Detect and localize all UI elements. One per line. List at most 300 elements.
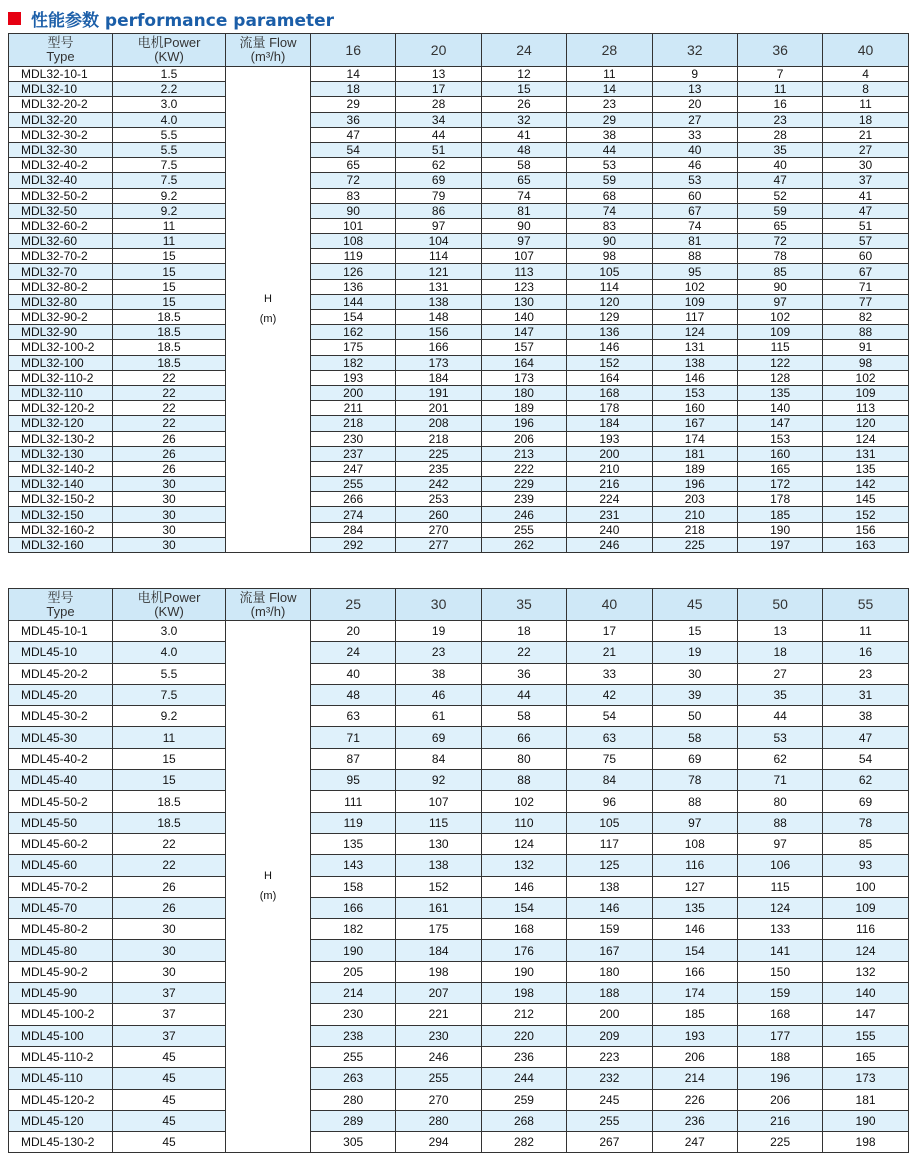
head-value-cell: 153 bbox=[652, 385, 737, 400]
head-value-cell: 68 bbox=[567, 188, 652, 203]
head-value-cell: 246 bbox=[396, 1046, 481, 1067]
header-flow-value: 40 bbox=[567, 589, 652, 621]
head-value-cell: 90 bbox=[737, 279, 822, 294]
table-row bbox=[9, 897, 909, 918]
head-value-cell: 15 bbox=[652, 621, 737, 642]
head-value-cell: 229 bbox=[481, 477, 566, 492]
head-value-cell: 231 bbox=[567, 507, 652, 522]
table-row bbox=[9, 97, 909, 112]
head-value-cell: 136 bbox=[311, 279, 396, 294]
head-value-cell: 226 bbox=[652, 1089, 737, 1110]
table-row bbox=[9, 431, 909, 446]
power-cell: 4.0 bbox=[113, 112, 226, 127]
head-value-cell: 150 bbox=[737, 961, 822, 982]
power-cell: 30 bbox=[113, 537, 226, 552]
head-label-cell bbox=[226, 621, 311, 1153]
header-row bbox=[9, 34, 909, 67]
head-value-cell: 20 bbox=[652, 97, 737, 112]
head-value-cell: 65 bbox=[311, 158, 396, 173]
head-value-cell: 153 bbox=[737, 431, 822, 446]
head-value-cell: 185 bbox=[737, 507, 822, 522]
head-value-cell: 131 bbox=[652, 340, 737, 355]
head-value-cell: 105 bbox=[567, 264, 652, 279]
head-value-cell: 209 bbox=[567, 1025, 652, 1046]
header-flow-line2: (m³/h) bbox=[250, 49, 286, 64]
head-value-cell: 172 bbox=[737, 477, 822, 492]
head-value-cell: 59 bbox=[567, 173, 652, 188]
head-value-cell: 266 bbox=[311, 492, 396, 507]
power-cell: 2.2 bbox=[113, 82, 226, 97]
type-cell: MDL45-10 bbox=[9, 642, 113, 663]
head-value-cell: 72 bbox=[311, 173, 396, 188]
head-value-cell: 77 bbox=[823, 294, 908, 309]
head-value-cell: 167 bbox=[567, 940, 652, 961]
head-value-cell: 114 bbox=[567, 279, 652, 294]
head-value-cell: 36 bbox=[481, 663, 566, 684]
type-cell: MDL45-50-2 bbox=[9, 791, 113, 812]
table-row bbox=[9, 791, 909, 812]
head-value-cell: 36 bbox=[311, 112, 396, 127]
head-value-cell: 19 bbox=[652, 642, 737, 663]
power-cell: 18.5 bbox=[113, 355, 226, 370]
head-value-cell: 147 bbox=[737, 416, 822, 431]
head-value-cell: 28 bbox=[396, 97, 481, 112]
head-value-cell: 54 bbox=[311, 142, 396, 157]
power-cell: 3.0 bbox=[113, 97, 226, 112]
header-flow-value: 28 bbox=[567, 34, 652, 67]
head-value-cell: 29 bbox=[311, 97, 396, 112]
head-value-cell: 44 bbox=[737, 706, 822, 727]
head-value-cell: 157 bbox=[481, 340, 566, 355]
head-value-cell: 138 bbox=[396, 294, 481, 309]
table-row bbox=[9, 325, 909, 340]
header-power bbox=[113, 589, 226, 621]
head-value-cell: 80 bbox=[737, 791, 822, 812]
head-value-cell: 135 bbox=[823, 461, 908, 476]
head-value-cell: 15 bbox=[481, 82, 566, 97]
head-value-cell: 33 bbox=[567, 663, 652, 684]
power-cell: 30 bbox=[113, 477, 226, 492]
head-value-cell: 11 bbox=[823, 97, 908, 112]
power-cell: 26 bbox=[113, 461, 226, 476]
table-row bbox=[9, 249, 909, 264]
power-cell: 1.5 bbox=[113, 67, 226, 82]
header-type-line2: Type bbox=[46, 49, 75, 64]
head-value-cell: 17 bbox=[567, 621, 652, 642]
table-row bbox=[9, 961, 909, 982]
head-value-cell: 119 bbox=[311, 249, 396, 264]
head-value-cell: 23 bbox=[737, 112, 822, 127]
head-value-cell: 181 bbox=[652, 446, 737, 461]
head-value-cell: 65 bbox=[481, 173, 566, 188]
header-flow-line1: 流量 Flow bbox=[239, 35, 297, 51]
head-value-cell: 48 bbox=[311, 684, 396, 705]
head-value-cell: 120 bbox=[823, 416, 908, 431]
head-value-cell: 292 bbox=[311, 537, 396, 552]
head-value-cell: 246 bbox=[481, 507, 566, 522]
type-cell: MDL32-30 bbox=[9, 142, 113, 157]
head-value-cell: 39 bbox=[652, 684, 737, 705]
head-value-cell: 260 bbox=[396, 507, 481, 522]
head-value-cell: 200 bbox=[567, 446, 652, 461]
head-value-cell: 198 bbox=[823, 1132, 908, 1153]
head-value-cell: 222 bbox=[481, 461, 566, 476]
head-value-cell: 90 bbox=[567, 234, 652, 249]
power-cell: 22 bbox=[113, 401, 226, 416]
head-value-cell: 18 bbox=[311, 82, 396, 97]
power-cell: 7.5 bbox=[113, 684, 226, 705]
head-value-cell: 225 bbox=[737, 1132, 822, 1153]
head-value-cell: 62 bbox=[737, 748, 822, 769]
head-value-cell: 83 bbox=[311, 188, 396, 203]
head-value-cell: 27 bbox=[737, 663, 822, 684]
power-cell: 37 bbox=[113, 983, 226, 1004]
power-cell: 9.2 bbox=[113, 706, 226, 727]
head-value-cell: 138 bbox=[567, 876, 652, 897]
table-row bbox=[9, 1025, 909, 1046]
head-value-cell: 95 bbox=[652, 264, 737, 279]
header-flow-value: 45 bbox=[652, 589, 737, 621]
head-value-cell: 23 bbox=[396, 642, 481, 663]
table-row bbox=[9, 1110, 909, 1131]
head-value-cell: 280 bbox=[396, 1110, 481, 1131]
power-cell: 15 bbox=[113, 279, 226, 294]
power-cell: 5.5 bbox=[113, 142, 226, 157]
head-value-cell: 255 bbox=[396, 1068, 481, 1089]
head-value-cell: 23 bbox=[823, 663, 908, 684]
head-value-cell: 42 bbox=[567, 684, 652, 705]
head-value-cell: 18 bbox=[823, 112, 908, 127]
head-value-cell: 21 bbox=[567, 642, 652, 663]
head-value-cell: 177 bbox=[737, 1025, 822, 1046]
type-cell: MDL32-20 bbox=[9, 112, 113, 127]
head-value-cell: 13 bbox=[652, 82, 737, 97]
head-value-cell: 206 bbox=[481, 431, 566, 446]
head-value-cell: 255 bbox=[567, 1110, 652, 1131]
head-value-cell: 218 bbox=[311, 416, 396, 431]
table-row bbox=[9, 1089, 909, 1110]
head-value-cell: 143 bbox=[311, 855, 396, 876]
head-value-cell: 168 bbox=[481, 919, 566, 940]
head-value-cell: 242 bbox=[396, 477, 481, 492]
head-value-cell: 141 bbox=[737, 940, 822, 961]
table-row bbox=[9, 748, 909, 769]
head-value-cell: 46 bbox=[652, 158, 737, 173]
head-value-cell: 168 bbox=[737, 1004, 822, 1025]
type-cell: MDL32-110-2 bbox=[9, 370, 113, 385]
head-value-cell: 220 bbox=[481, 1025, 566, 1046]
head-value-cell: 115 bbox=[737, 876, 822, 897]
head-value-cell: 23 bbox=[567, 97, 652, 112]
head-value-cell: 201 bbox=[396, 401, 481, 416]
head-value-cell: 262 bbox=[481, 537, 566, 552]
head-value-cell: 188 bbox=[567, 983, 652, 1004]
type-cell: MDL32-10-1 bbox=[9, 67, 113, 82]
head-value-cell: 146 bbox=[652, 370, 737, 385]
header-power-line2: (KW) bbox=[154, 603, 184, 619]
head-value-cell: 160 bbox=[737, 446, 822, 461]
head-value-cell: 218 bbox=[396, 431, 481, 446]
head-value-cell: 205 bbox=[311, 961, 396, 982]
type-cell: MDL32-60 bbox=[9, 234, 113, 249]
power-cell: 15 bbox=[113, 294, 226, 309]
type-cell: MDL32-160-2 bbox=[9, 522, 113, 537]
head-value-cell: 51 bbox=[823, 218, 908, 233]
head-value-cell: 148 bbox=[396, 310, 481, 325]
head-value-cell: 113 bbox=[823, 401, 908, 416]
header-type bbox=[9, 589, 113, 621]
head-value-cell: 294 bbox=[396, 1132, 481, 1153]
head-value-cell: 14 bbox=[567, 82, 652, 97]
power-cell: 15 bbox=[113, 770, 226, 791]
head-value-cell: 13 bbox=[396, 67, 481, 82]
head-value-cell: 33 bbox=[652, 127, 737, 142]
header-flow-value: 36 bbox=[737, 34, 822, 67]
power-cell: 45 bbox=[113, 1089, 226, 1110]
head-value-cell: 47 bbox=[737, 173, 822, 188]
head-value-cell: 95 bbox=[311, 770, 396, 791]
head-value-cell: 267 bbox=[567, 1132, 652, 1153]
head-value-cell: 102 bbox=[823, 370, 908, 385]
power-cell: 37 bbox=[113, 1004, 226, 1025]
head-value-cell: 106 bbox=[737, 855, 822, 876]
head-label-cell bbox=[226, 67, 311, 553]
head-value-cell: 102 bbox=[652, 279, 737, 294]
head-value-cell: 225 bbox=[652, 537, 737, 552]
head-value-cell: 47 bbox=[823, 203, 908, 218]
head-value-cell: 120 bbox=[567, 294, 652, 309]
head-value-cell: 87 bbox=[311, 748, 396, 769]
head-value-cell: 206 bbox=[737, 1089, 822, 1110]
head-value-cell: 71 bbox=[311, 727, 396, 748]
type-cell: MDL32-60-2 bbox=[9, 218, 113, 233]
table-row bbox=[9, 446, 909, 461]
power-cell: 5.5 bbox=[113, 663, 226, 684]
power-cell: 26 bbox=[113, 446, 226, 461]
head-value-cell: 255 bbox=[311, 1046, 396, 1067]
head-value-cell: 59 bbox=[737, 203, 822, 218]
type-cell: MDL32-120 bbox=[9, 416, 113, 431]
table-row bbox=[9, 127, 909, 142]
table-row bbox=[9, 461, 909, 476]
head-value-cell: 72 bbox=[737, 234, 822, 249]
type-cell: MDL45-130-2 bbox=[9, 1132, 113, 1153]
type-cell: MDL32-30-2 bbox=[9, 127, 113, 142]
head-value-cell: 167 bbox=[652, 416, 737, 431]
header-row bbox=[9, 589, 909, 621]
head-value-cell: 193 bbox=[567, 431, 652, 446]
type-cell: MDL45-90-2 bbox=[9, 961, 113, 982]
head-value-cell: 203 bbox=[652, 492, 737, 507]
head-value-cell: 184 bbox=[567, 416, 652, 431]
section-title-text: 性能参数 performance parameter bbox=[31, 10, 335, 31]
type-cell: MDL32-90 bbox=[9, 325, 113, 340]
table-row bbox=[9, 1004, 909, 1025]
head-value-cell: 173 bbox=[481, 370, 566, 385]
head-value-cell: 196 bbox=[737, 1068, 822, 1089]
power-cell: 7.5 bbox=[113, 173, 226, 188]
head-value-cell: 197 bbox=[737, 537, 822, 552]
head-value-cell: 98 bbox=[567, 249, 652, 264]
head-value-cell: 193 bbox=[311, 370, 396, 385]
power-cell: 9.2 bbox=[113, 188, 226, 203]
type-cell: MDL32-160 bbox=[9, 537, 113, 552]
power-cell: 15 bbox=[113, 264, 226, 279]
head-value-cell: 164 bbox=[481, 355, 566, 370]
section-title bbox=[8, 6, 334, 30]
power-cell: 15 bbox=[113, 249, 226, 264]
type-cell: MDL32-80 bbox=[9, 294, 113, 309]
head-value-cell: 116 bbox=[652, 855, 737, 876]
head-value-cell: 124 bbox=[481, 833, 566, 854]
head-value-cell: 117 bbox=[567, 833, 652, 854]
table-row bbox=[9, 507, 909, 522]
type-cell: MDL45-110-2 bbox=[9, 1046, 113, 1067]
head-value-cell: 165 bbox=[737, 461, 822, 476]
head-value-cell: 113 bbox=[481, 264, 566, 279]
head-value-cell: 97 bbox=[737, 294, 822, 309]
head-value-cell: 133 bbox=[737, 919, 822, 940]
power-cell: 18.5 bbox=[113, 812, 226, 833]
table-row bbox=[9, 416, 909, 431]
head-value-cell: 145 bbox=[823, 492, 908, 507]
head-value-cell: 78 bbox=[823, 812, 908, 833]
head-value-cell: 67 bbox=[652, 203, 737, 218]
head-value-cell: 124 bbox=[823, 431, 908, 446]
table-row bbox=[9, 812, 909, 833]
head-value-cell: 161 bbox=[396, 897, 481, 918]
head-value-cell: 9 bbox=[652, 67, 737, 82]
head-value-cell: 32 bbox=[481, 112, 566, 127]
head-value-cell: 216 bbox=[737, 1110, 822, 1131]
head-value-cell: 255 bbox=[311, 477, 396, 492]
header-flow-value: 20 bbox=[396, 34, 481, 67]
table-row bbox=[9, 218, 909, 233]
table-row bbox=[9, 1046, 909, 1067]
type-cell: MDL45-100 bbox=[9, 1025, 113, 1046]
head-value-cell: 92 bbox=[396, 770, 481, 791]
type-cell: MDL32-80-2 bbox=[9, 279, 113, 294]
head-value-cell: 174 bbox=[652, 431, 737, 446]
head-value-cell: 26 bbox=[481, 97, 566, 112]
head-value-cell: 147 bbox=[823, 1004, 908, 1025]
head-value-cell: 130 bbox=[396, 833, 481, 854]
head-value-cell: 14 bbox=[311, 67, 396, 82]
head-value-cell: 175 bbox=[396, 919, 481, 940]
head-value-cell: 162 bbox=[311, 325, 396, 340]
type-cell: MDL45-30-2 bbox=[9, 706, 113, 727]
head-value-cell: 200 bbox=[567, 1004, 652, 1025]
head-value-cell: 166 bbox=[311, 897, 396, 918]
type-cell: MDL45-120-2 bbox=[9, 1089, 113, 1110]
head-value-cell: 213 bbox=[481, 446, 566, 461]
type-cell: MDL32-150-2 bbox=[9, 492, 113, 507]
type-cell: MDL45-110 bbox=[9, 1068, 113, 1089]
table-row bbox=[9, 310, 909, 325]
head-value-cell: 88 bbox=[823, 325, 908, 340]
head-value-cell: 221 bbox=[396, 1004, 481, 1025]
table-row bbox=[9, 401, 909, 416]
head-value-cell: 270 bbox=[396, 1089, 481, 1110]
head-value-cell: 138 bbox=[396, 855, 481, 876]
head-value-cell: 130 bbox=[481, 294, 566, 309]
head-value-cell: 108 bbox=[311, 234, 396, 249]
power-cell: 15 bbox=[113, 748, 226, 769]
head-value-cell: 174 bbox=[652, 983, 737, 1004]
head-value-cell: 29 bbox=[567, 112, 652, 127]
head-value-cell: 200 bbox=[311, 385, 396, 400]
table-row bbox=[9, 621, 909, 642]
head-value-cell: 81 bbox=[481, 203, 566, 218]
head-value-cell: 277 bbox=[396, 537, 481, 552]
header-flow bbox=[226, 589, 311, 621]
head-value-cell: 135 bbox=[737, 385, 822, 400]
head-value-cell: 109 bbox=[823, 385, 908, 400]
type-cell: MDL45-80 bbox=[9, 940, 113, 961]
table-row bbox=[9, 355, 909, 370]
head-value-cell: 50 bbox=[652, 706, 737, 727]
head-value-cell: 62 bbox=[396, 158, 481, 173]
head-value-cell: 206 bbox=[652, 1046, 737, 1067]
head-value-cell: 135 bbox=[652, 897, 737, 918]
header-flow-value: 35 bbox=[481, 589, 566, 621]
head-value-cell: 237 bbox=[311, 446, 396, 461]
table-row bbox=[9, 234, 909, 249]
head-value-cell: 40 bbox=[311, 663, 396, 684]
head-value-cell: 125 bbox=[567, 855, 652, 876]
head-value-cell: 60 bbox=[652, 188, 737, 203]
performance-table-mdl32 bbox=[8, 33, 909, 553]
power-cell: 30 bbox=[113, 940, 226, 961]
head-value-cell: 58 bbox=[481, 706, 566, 727]
head-value-cell: 214 bbox=[311, 983, 396, 1004]
power-cell: 30 bbox=[113, 961, 226, 982]
head-value-cell: 127 bbox=[652, 876, 737, 897]
type-cell: MDL32-20-2 bbox=[9, 97, 113, 112]
type-cell: MDL45-80-2 bbox=[9, 919, 113, 940]
head-value-cell: 37 bbox=[823, 173, 908, 188]
head-value-cell: 38 bbox=[567, 127, 652, 142]
head-value-cell: 146 bbox=[567, 340, 652, 355]
head-value-cell: 40 bbox=[737, 158, 822, 173]
head-value-cell: 107 bbox=[481, 249, 566, 264]
head-value-cell: 109 bbox=[737, 325, 822, 340]
head-value-cell: 79 bbox=[396, 188, 481, 203]
header-power-line1: 电机Power bbox=[137, 35, 201, 51]
type-cell: MDL32-120-2 bbox=[9, 401, 113, 416]
power-cell: 22 bbox=[113, 855, 226, 876]
head-value-cell: 280 bbox=[311, 1089, 396, 1110]
head-value-cell: 102 bbox=[737, 310, 822, 325]
head-value-cell: 184 bbox=[396, 940, 481, 961]
head-value-cell: 46 bbox=[396, 684, 481, 705]
head-value-cell: 211 bbox=[311, 401, 396, 416]
head-value-cell: 35 bbox=[737, 142, 822, 157]
table-row bbox=[9, 1132, 909, 1153]
head-value-cell: 214 bbox=[652, 1068, 737, 1089]
head-value-cell: 69 bbox=[652, 748, 737, 769]
head-value-cell: 44 bbox=[567, 142, 652, 157]
table-row bbox=[9, 522, 909, 537]
head-value-cell: 140 bbox=[481, 310, 566, 325]
head-value-cell: 82 bbox=[823, 310, 908, 325]
header-power-line2: (KW) bbox=[154, 49, 184, 64]
head-value-cell: 136 bbox=[567, 325, 652, 340]
head-value-cell: 91 bbox=[823, 340, 908, 355]
head-value-cell: 19 bbox=[396, 621, 481, 642]
head-value-cell: 223 bbox=[567, 1046, 652, 1067]
head-value-cell: 80 bbox=[481, 748, 566, 769]
